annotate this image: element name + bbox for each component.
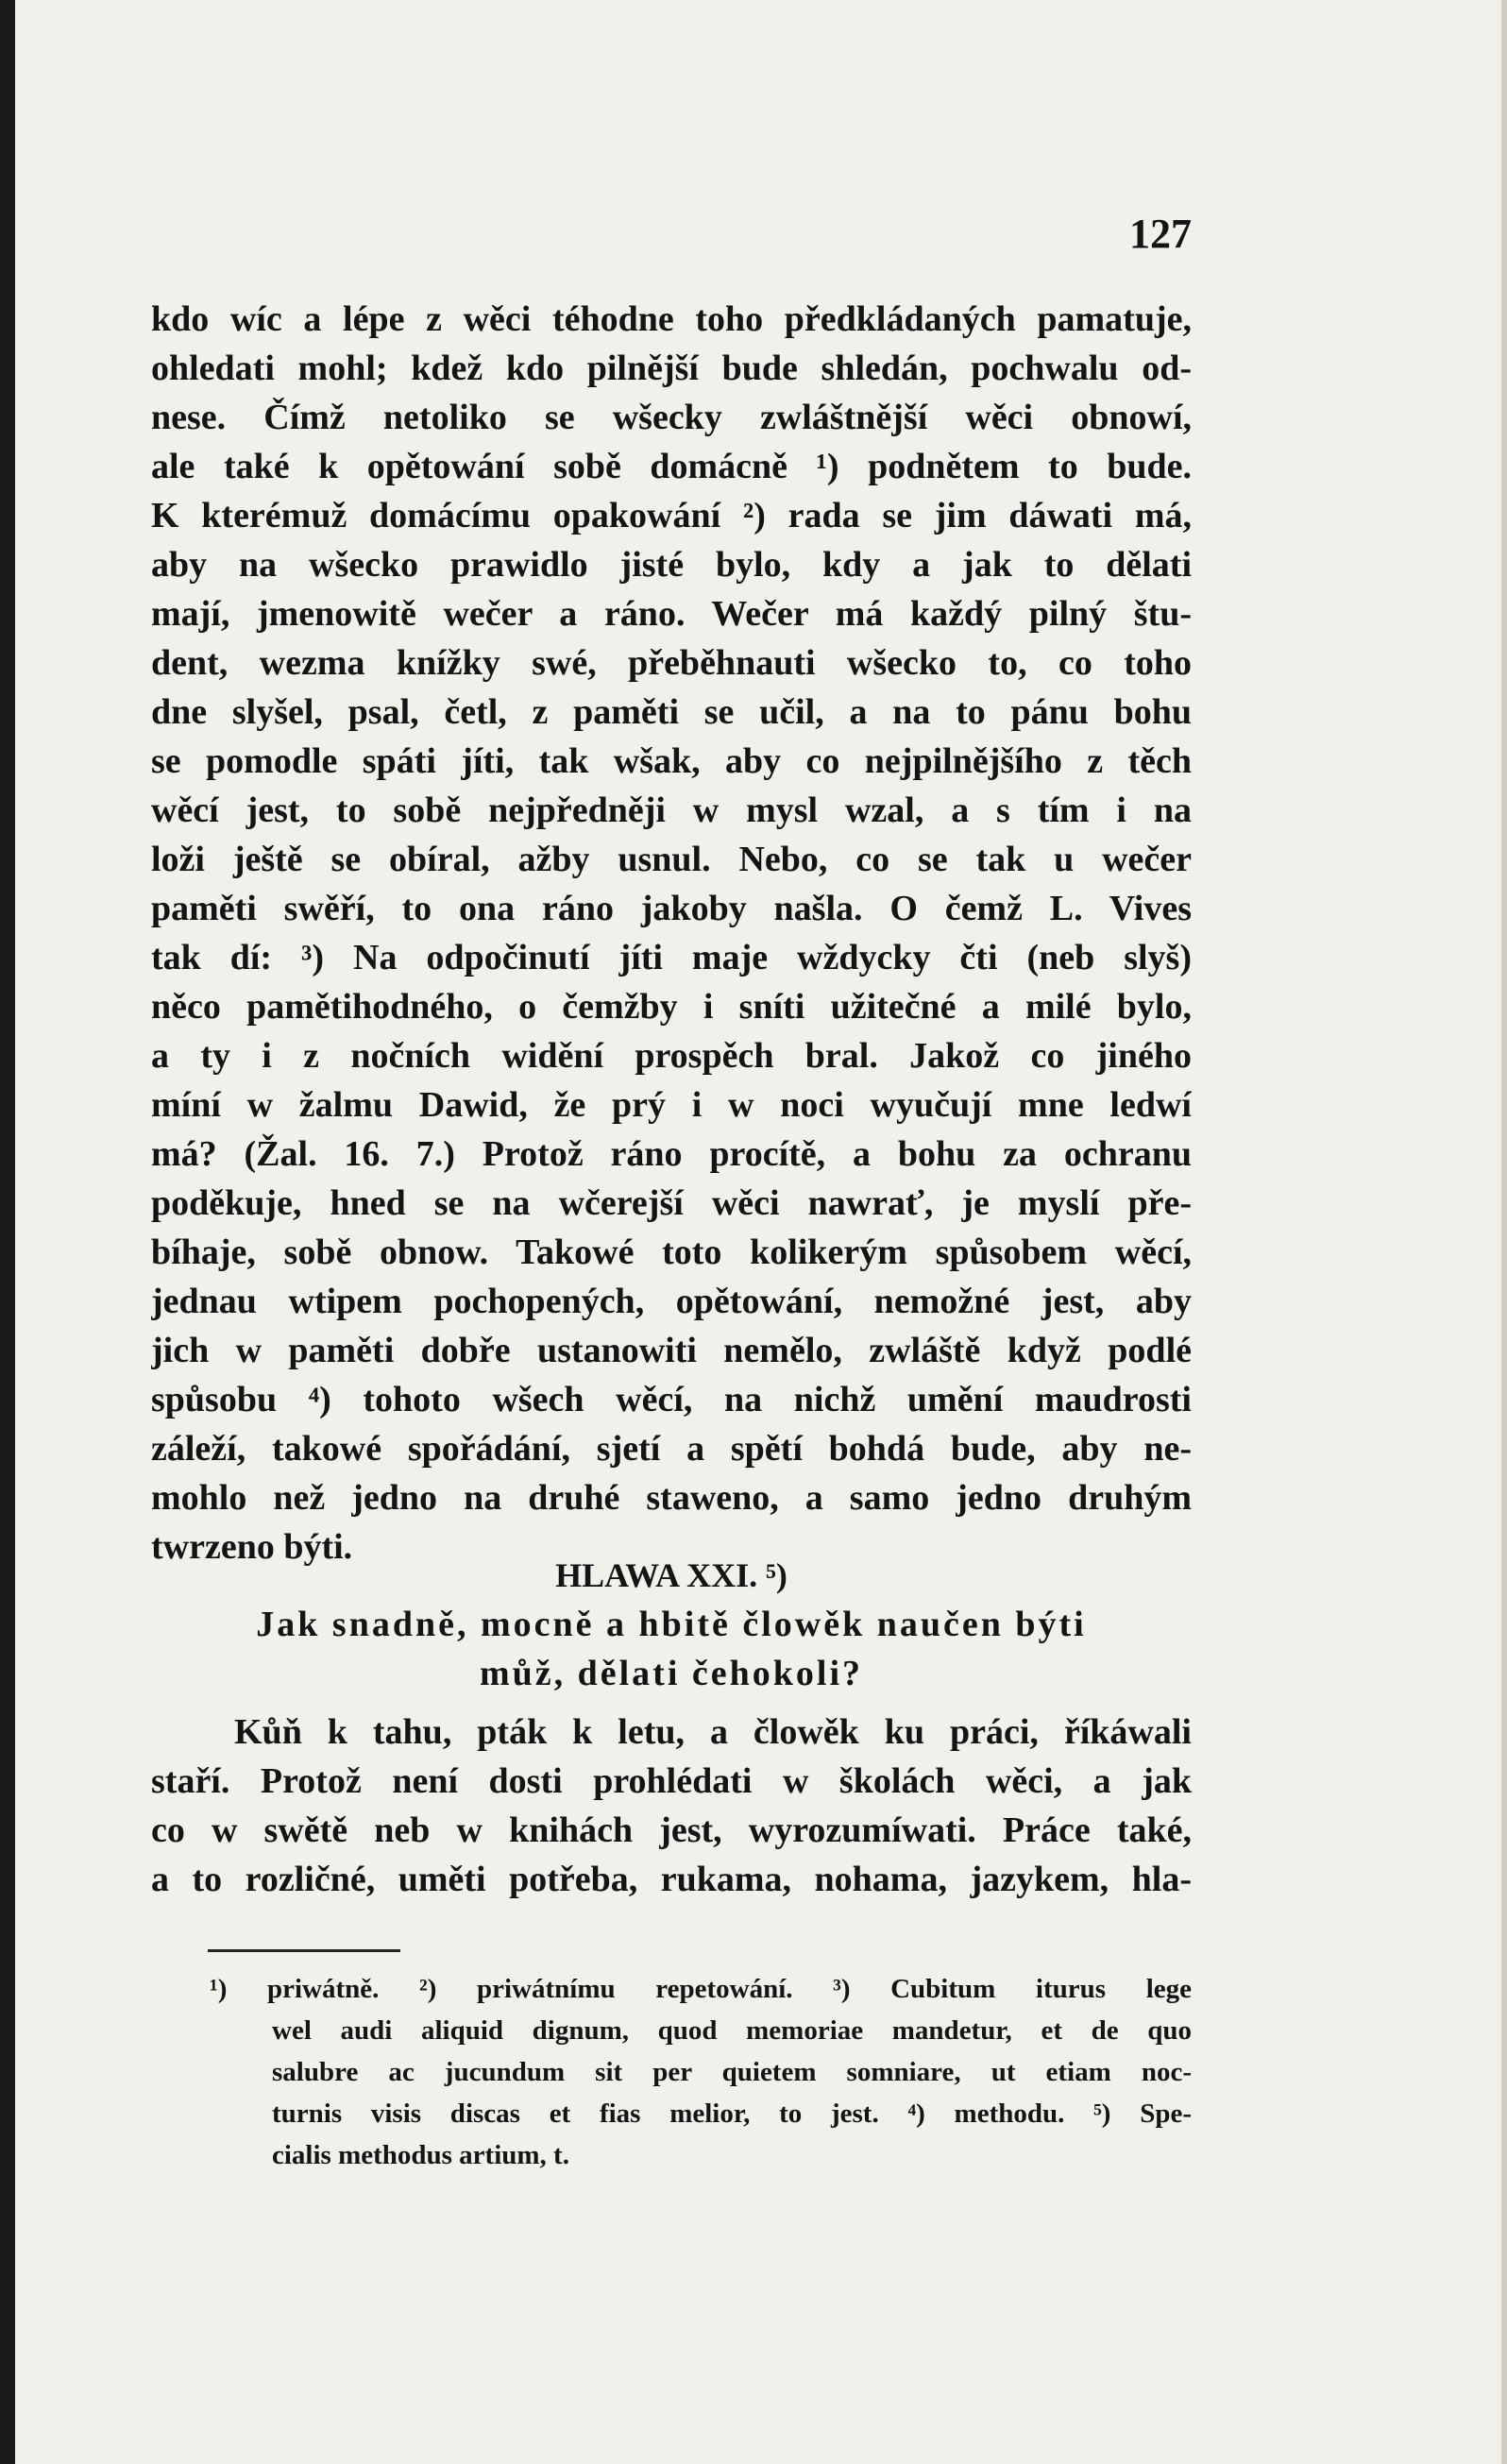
text-line: se pomodle spáti jíti, tak wšak, aby co nejpilnějšího z těch xyxy=(151,741,1192,781)
footnote-line: turnis visis discas et fias melior, to jest. ⁴) methodu. ⁵) Spe- xyxy=(272,2099,1192,2129)
text-line: aby na wšecko prawidlo jisté bylo, kdy a jak to dělati xyxy=(151,545,1192,585)
text-line: něco pamětihodného, o čemžby i sníti užitečné a milé bylo, xyxy=(151,987,1192,1027)
page-right-edge xyxy=(1501,0,1507,2464)
text-line: wěcí jest, to sobě nejpředněji w mysl wzal, a s tím i na xyxy=(151,790,1192,830)
text-line: paměti swěří, to ona ráno jakoby našla. O čemž L. Vives xyxy=(151,889,1192,928)
text-line: spůsobu ⁴) tohoto wšech wěcí, na nichž umění maudrosti xyxy=(151,1380,1192,1419)
chapter-subtitle-line: můž, dělati čehokoli? xyxy=(479,1654,864,1693)
footnote-divider xyxy=(208,1949,400,1952)
page-number: 127 xyxy=(1129,211,1192,257)
text-line: staří. Protož není dosti prohlédati w školách wěci, a jak xyxy=(151,1761,1192,1801)
text-line: poděkuje, hned se na wčerejší wěci nawrať, je myslí pře- xyxy=(151,1183,1192,1223)
text-line: a ty i z nočních widění prospěch bral. Jakož co jiného xyxy=(151,1036,1192,1076)
text-line: jich w paměti dobře ustanowiti nemělo, zwláště když podlé xyxy=(151,1331,1192,1370)
text-line: bíhaje, sobě obnow. Takowé toto kolikerým spůsobem wěcí, xyxy=(151,1232,1192,1272)
footnote-line: salubre ac jucundum sit per quietem somniare, ut etiam noc- xyxy=(272,2057,1192,2087)
text-line: co w swětě neb w knihách jest, wyrozumíwati. Práce také, xyxy=(151,1810,1192,1850)
text-line: kdo wíc a lépe z wěci téhodne toho předkládaných pamatuje, xyxy=(151,299,1192,339)
footnotes xyxy=(210,1968,1192,2176)
text-line: tak dí: ³) Na odpočinutí jíti maje wždycky čti (neb slyš) xyxy=(151,938,1192,977)
paragraph-2 xyxy=(151,1708,1192,1904)
text-line: ohledati mohl; kdež kdo pilnější bude shledán, pochwalu od- xyxy=(151,348,1192,388)
footnote-line: ¹) priwátně. ²) priwátnímu repetowání. ³) Cubitum iturus lege xyxy=(210,1974,1192,2004)
text-line: a to rozličné, uměti potřeba, rukama, nohama, jazykem, hla- xyxy=(151,1860,1192,1899)
text-line: dne slyšel, psal, četl, z paměti se učil, a na to pánu bohu xyxy=(151,692,1192,732)
page-left-edge xyxy=(0,0,15,2464)
text-line: mohlo než jedno na druhé staweno, a samo jedno druhým xyxy=(151,1478,1192,1518)
text-line: loži ještě se obíral, ažby usnul. Nebo, co se tak u wečer xyxy=(151,840,1192,879)
text-line: Kůň k tahu, pták k letu, a člowěk ku práci, říkáwali xyxy=(234,1712,1192,1752)
paragraph-1 xyxy=(151,295,1192,1572)
text-line: míní w žalmu Dawid, že prý i w noci wyučují mne ledwí xyxy=(151,1085,1192,1125)
text-line: K kterémuž domácímu opakowání ²) rada se jim dáwati má, xyxy=(151,496,1192,535)
chapter-heading xyxy=(151,1553,1192,1698)
footnote-line: wel audi aliquid dignum, quod memoriae mandetur, et de quo xyxy=(272,2015,1192,2046)
text-line: záleží, takowé spořádání, sjetí a spětí bohdá bude, aby ne- xyxy=(151,1429,1192,1469)
text-line: mají, jmenowitě wečer a ráno. Wečer má každý pilný štu- xyxy=(151,594,1192,634)
text-line: nese. Čímž netoliko se wšecky zwláštnější wěci obnowí, xyxy=(151,398,1192,437)
text-line: twrzeno býti. xyxy=(151,1527,353,1567)
text-line: má? (Žal. 16. 7.) Protož ráno procítě, a bohu za ochranu xyxy=(151,1134,1192,1174)
text-line: ale také k opětowání sobě domácně ¹) podnětem to bude. xyxy=(151,447,1192,486)
text-line: jednau wtipem pochopených, opětowání, nemožné jest, aby xyxy=(151,1282,1192,1321)
footnote-line: cialis methodus artium, t. xyxy=(272,2140,569,2170)
chapter-subtitle-line: Jak snadně, mocně a hbitě člowěk naučen býti xyxy=(256,1605,1087,1644)
chapter-title: HLAWA XXI. ⁵) xyxy=(555,1556,787,1594)
text-line: dent, wezma knížky swé, přeběhnauti wšecko to, co toho xyxy=(151,643,1192,683)
